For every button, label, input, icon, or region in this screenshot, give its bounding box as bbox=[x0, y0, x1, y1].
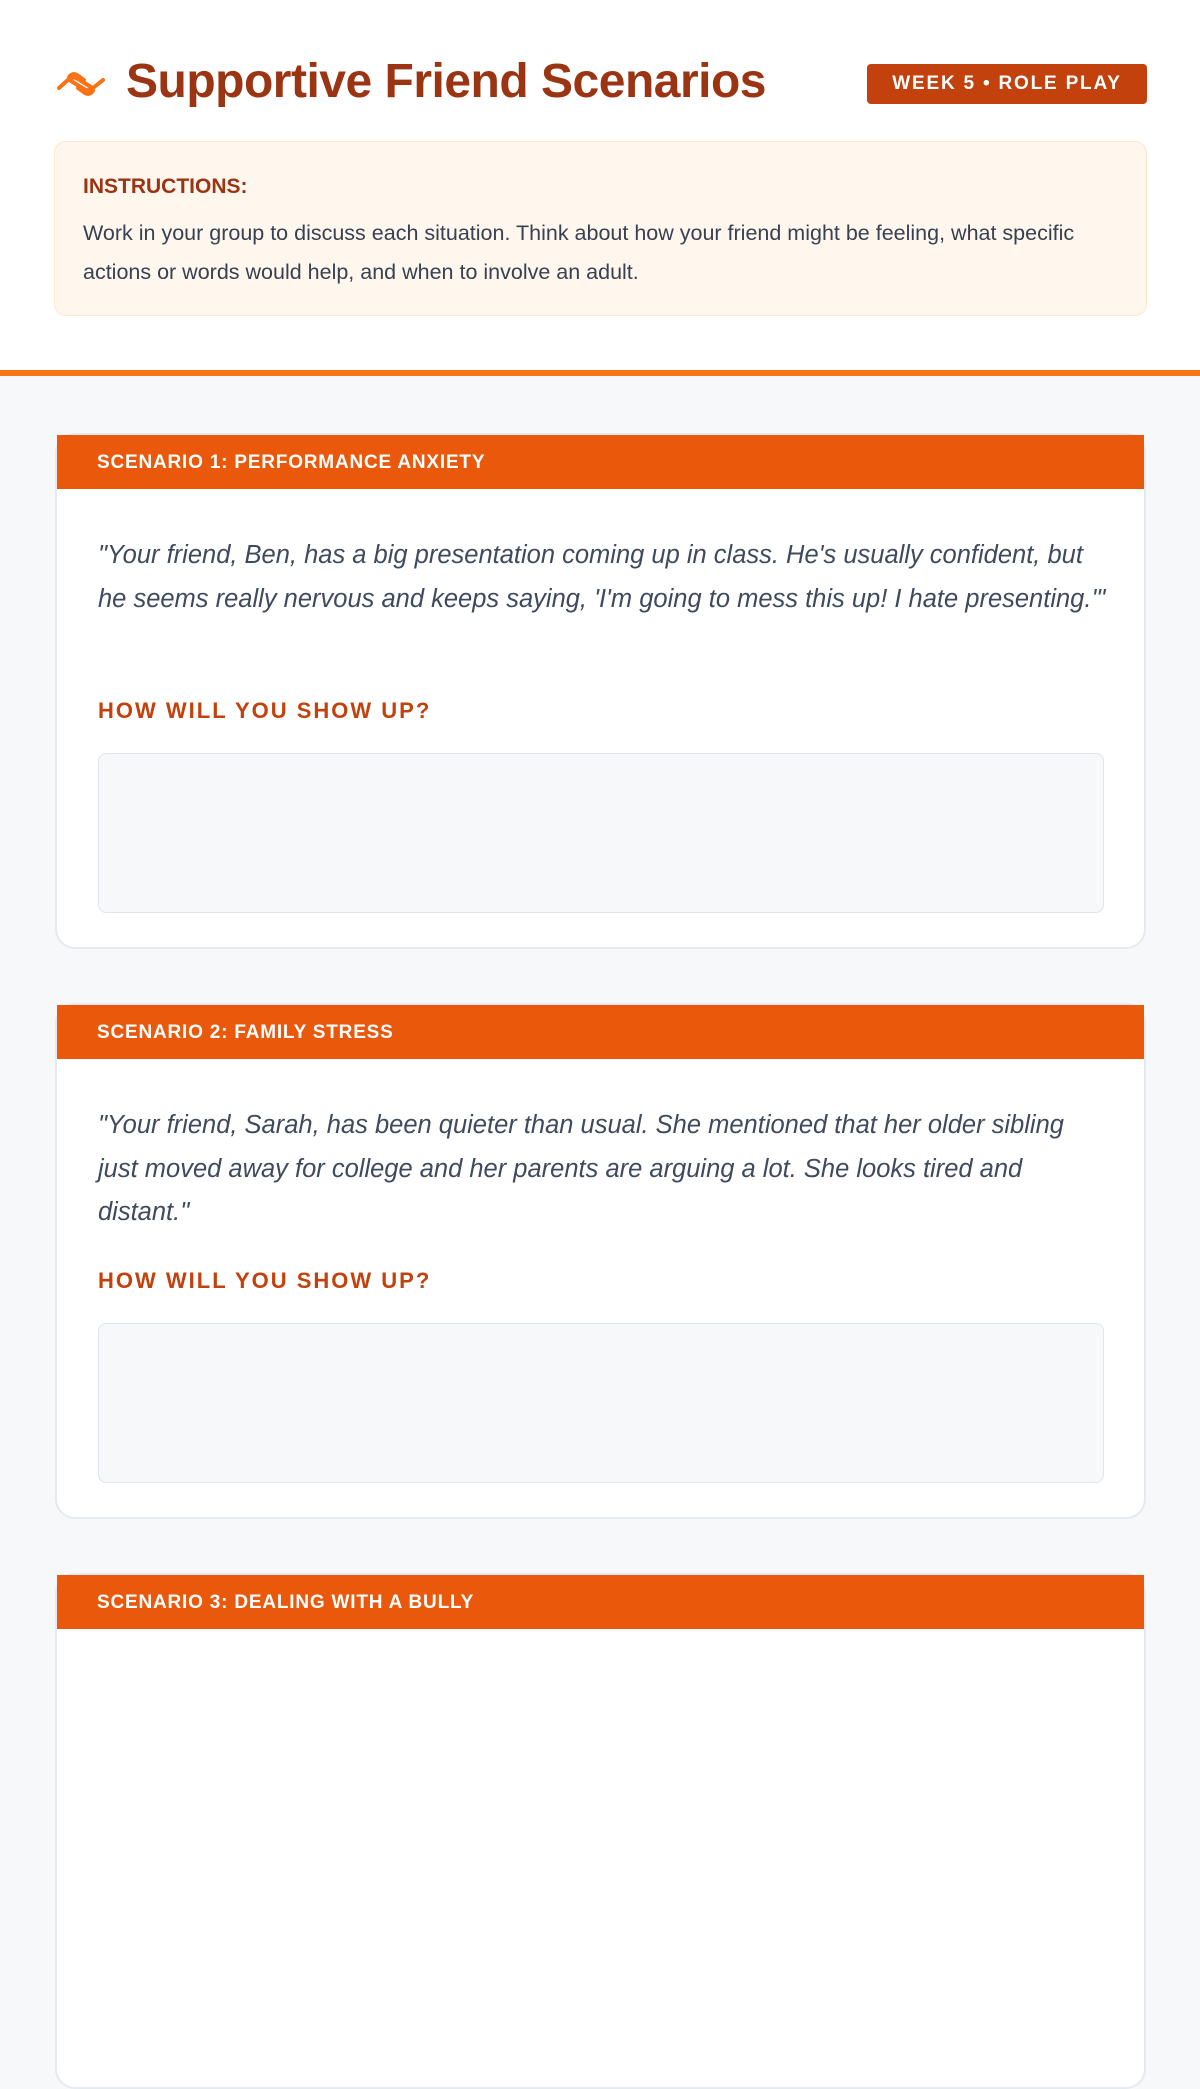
scenario-title: SCENARIO 2: FAMILY STRESS bbox=[97, 1022, 394, 1043]
response-prompt: HOW WILL YOU SHOW UP? bbox=[98, 1268, 432, 1293]
instructions-box bbox=[54, 141, 1147, 316]
instructions-heading: INSTRUCTIONS: bbox=[83, 175, 248, 198]
worksheet-header bbox=[0, 0, 1200, 372]
handshake-icon bbox=[55, 68, 107, 104]
page-title: Supportive Friend Scenarios bbox=[126, 55, 766, 108]
scenario-text: "Your friend, Ben, has a big presentation coming up in class. He's usually confident, but he seems really nervous and keeps saying, 'I'm going to mess this up! I hate presenting.'" bbox=[98, 541, 1106, 613]
scenario-title: SCENARIO 3: DEALING WITH A BULLY bbox=[97, 1592, 475, 1613]
scenario-card bbox=[55, 433, 1146, 949]
scenario-card bbox=[55, 1003, 1146, 1519]
header-divider bbox=[0, 370, 1200, 376]
response-input[interactable] bbox=[98, 1323, 1104, 1483]
week-badge: WEEK 5 • ROLE PLAY bbox=[867, 64, 1147, 104]
scenario-card bbox=[55, 1573, 1146, 2089]
scenario-card-header bbox=[57, 435, 1144, 489]
response-input[interactable] bbox=[98, 753, 1104, 913]
scenario-text: "Your friend, Sarah, has been quieter than usual. She mentioned that her older sibling just moved away for college and her parents are arguing a lot. She looks tired and distant." bbox=[98, 1111, 1064, 1226]
instructions-text: Work in your group to discuss each situation. Think about how your friend might be feeling, what specific actions or words would help, and when to involve an adult. bbox=[83, 221, 1075, 284]
scenario-title: SCENARIO 1: PERFORMANCE ANXIETY bbox=[97, 452, 486, 473]
scenario-card-header bbox=[57, 1005, 1144, 1059]
response-prompt: HOW WILL YOU SHOW UP? bbox=[98, 698, 432, 723]
scenario-card-header bbox=[57, 1575, 1144, 1629]
